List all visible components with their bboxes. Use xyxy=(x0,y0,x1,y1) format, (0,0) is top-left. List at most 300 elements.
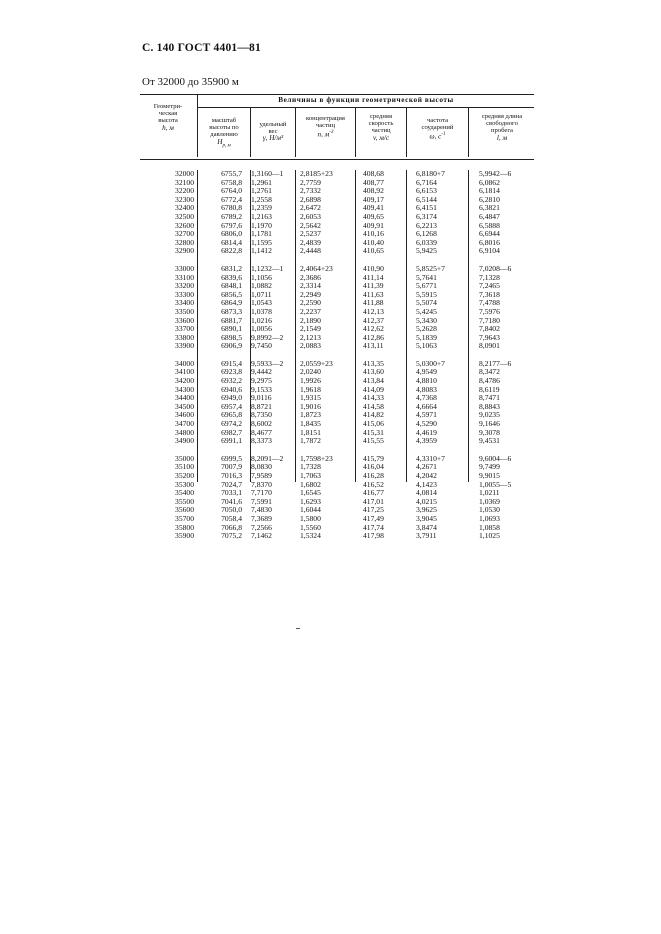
table-cell: 416,77 xyxy=(363,488,384,498)
table-cell: 33600 xyxy=(175,315,194,325)
table-cell: 417,49 xyxy=(363,513,384,523)
table-cell: 33800 xyxy=(175,332,194,342)
table-cell: 417,01 xyxy=(363,496,384,506)
table-cell: 1,9618 xyxy=(300,384,321,394)
table-cell: 6873,3 xyxy=(221,306,242,316)
table-cell: 8,0830 xyxy=(251,462,272,472)
table-cell: 34300 xyxy=(175,384,194,394)
table-body xyxy=(140,170,534,541)
table-cell: 7,4830 xyxy=(251,505,272,515)
table-cell: 3,7911 xyxy=(416,531,437,541)
table-cell: 2,8185+23 xyxy=(300,169,333,178)
table-cell: 9,5933—2 xyxy=(251,358,284,368)
header-collision-frequency: частота соударений ω, $с^{-1}$ xyxy=(421,117,454,141)
table-cell: 35600 xyxy=(175,505,194,515)
table-cell: 4,1423 xyxy=(416,479,437,489)
table-cell: 415,55 xyxy=(363,436,384,446)
table-cell: 4,2042 xyxy=(416,471,437,480)
table-cell: 2,0240 xyxy=(300,367,321,377)
table-cell: 2,1213 xyxy=(300,332,321,342)
table-cell: 5,1063 xyxy=(416,341,437,351)
table-cell: 3,9045 xyxy=(416,513,437,523)
table-cell: 7,1328 xyxy=(479,272,500,282)
table-cell: 6982,7 xyxy=(221,427,242,437)
row-group xyxy=(140,170,534,256)
table-cell: 1,9315 xyxy=(300,393,321,403)
table-cell: 6,7164 xyxy=(416,177,437,187)
table-row xyxy=(140,247,534,256)
table-cell: 6957,4 xyxy=(221,401,242,411)
table-cell: 9,2975 xyxy=(251,376,272,386)
header-particle-concentration: концентрация частиц n, $м^{-3}$ xyxy=(306,115,345,139)
header-altitude: Геометри- ческая высота h, м xyxy=(153,103,183,132)
table-cell: 413,60 xyxy=(363,367,384,377)
table-cell: 1,5324 xyxy=(300,531,321,541)
table-cell: 411,63 xyxy=(363,289,384,299)
table-row xyxy=(140,463,534,472)
table-cell: 5,5074 xyxy=(416,298,437,308)
table-cell: 1,0055—5 xyxy=(479,479,512,489)
row-group xyxy=(140,265,534,351)
table-cell: 7007,9 xyxy=(221,462,242,472)
table-row xyxy=(140,187,534,196)
table-cell: 5,7641 xyxy=(416,272,437,282)
table-cell: 6,8016 xyxy=(479,237,500,247)
table-cell: 1,0378 xyxy=(251,306,272,316)
table-cell: 33700 xyxy=(175,324,194,334)
table-cell: 32300 xyxy=(175,194,194,204)
table-cell: 7,2465 xyxy=(479,281,500,291)
table-cell: 1,7063 xyxy=(300,471,321,480)
table-cell: 1,8723 xyxy=(300,410,321,420)
table-cell: 6,1814 xyxy=(479,186,500,196)
table-cell: 409,91 xyxy=(363,220,384,230)
table-cell: 2,1549 xyxy=(300,324,321,334)
table-cell: 8,3373 xyxy=(251,436,272,446)
table-cell: 4,2671 xyxy=(416,462,437,472)
table-cell: 1,5800 xyxy=(300,513,321,523)
table-cell: 9,4531 xyxy=(479,436,500,446)
table-cell: 7,8370 xyxy=(251,479,272,489)
table-cell: 410,16 xyxy=(363,229,384,239)
table-row xyxy=(140,368,534,377)
table-cell: 1,0858 xyxy=(479,522,500,532)
table-row xyxy=(140,282,534,291)
table-cell: 408,92 xyxy=(363,186,384,196)
table-cell: 7,7180 xyxy=(479,315,500,325)
table-row xyxy=(140,222,534,231)
table-cell: 6923,8 xyxy=(221,367,242,377)
table-cell: 413,11 xyxy=(363,341,384,351)
table-cell: 416,28 xyxy=(363,471,384,480)
table-cell: 8,4677 xyxy=(251,427,272,437)
table-cell: 7024,7 xyxy=(221,479,242,489)
table-row xyxy=(140,317,534,326)
table-cell: 35800 xyxy=(175,522,194,532)
table-cell: 1,7598+23 xyxy=(300,453,333,463)
table-row xyxy=(140,239,534,248)
table-cell: 7,9643 xyxy=(479,332,500,342)
table-cell: 4,0215 xyxy=(416,496,437,506)
table-cell: 35000 xyxy=(175,453,194,463)
table-cell: 417,98 xyxy=(363,531,384,541)
table-cell: 1,1232—1 xyxy=(251,263,284,273)
table-cell: 8,8721 xyxy=(251,401,272,411)
table-cell: 34700 xyxy=(175,419,194,429)
table-cell: 2,3686 xyxy=(300,272,321,282)
table-cell: 4,7368 xyxy=(416,393,437,403)
table-cell: 1,0882 xyxy=(251,281,272,291)
table-cell: 7,3689 xyxy=(251,513,272,523)
table-cell: 5,6771 xyxy=(416,281,437,291)
table-cell: 6755,7 xyxy=(221,169,242,178)
table-cell: 4,3959 xyxy=(416,436,437,446)
table-cell: 9,1533 xyxy=(251,384,272,394)
table-cell: 32100 xyxy=(175,177,194,187)
header-specific-weight: удельный вес γ, Н/м³ xyxy=(259,121,287,143)
table-cell: 1,6044 xyxy=(300,505,321,515)
table-cell: 8,0901 xyxy=(479,341,500,351)
table-cell: 6932,2 xyxy=(221,376,242,386)
table-cell: 409,41 xyxy=(363,203,384,213)
table-cell: 1,6545 xyxy=(300,488,321,498)
table-cell: 412,86 xyxy=(363,332,384,342)
table-cell: 7075,2 xyxy=(221,531,242,541)
table-cell: 411,14 xyxy=(363,272,384,282)
table-cell: 6856,5 xyxy=(221,289,242,299)
table-row xyxy=(140,299,534,308)
table-cell: 7,4788 xyxy=(479,298,500,308)
table-cell: 1,2359 xyxy=(251,203,272,213)
table-cell: 6,4151 xyxy=(416,203,437,213)
table-row xyxy=(140,455,534,464)
table-cell: 411,88 xyxy=(363,298,384,308)
table-cell: 409,17 xyxy=(363,194,384,204)
table-row xyxy=(140,515,534,524)
table-cell: 413,35 xyxy=(363,358,384,368)
table-cell: 1,8435 xyxy=(300,419,321,429)
table-cell: 2,4064+23 xyxy=(300,263,333,273)
table-row xyxy=(140,170,534,179)
table-cell: 6974,2 xyxy=(221,419,242,429)
table-row xyxy=(140,291,534,300)
table-cell: 9,1646 xyxy=(479,419,500,429)
table-row xyxy=(140,325,534,334)
table-cell: 7,5991 xyxy=(251,496,272,506)
table-cell: 33500 xyxy=(175,306,194,316)
table-cell: 3,8474 xyxy=(416,522,437,532)
table-cell: 7041,6 xyxy=(221,496,242,506)
table-cell: 1,0211 xyxy=(479,488,500,498)
table-row xyxy=(140,274,534,283)
table-cell: 34800 xyxy=(175,427,194,437)
table-cell: 35400 xyxy=(175,488,194,498)
table-cell: 9,9015 xyxy=(479,471,500,480)
row-group xyxy=(140,360,534,446)
table-cell: 6,5888 xyxy=(479,220,500,230)
table-cell: 6949,0 xyxy=(221,393,242,403)
table-row xyxy=(140,429,534,438)
table-cell: 7,7170 xyxy=(251,488,272,498)
table-cell: 33400 xyxy=(175,298,194,308)
table-cell: 415,79 xyxy=(363,453,384,463)
table-cell: 8,8843 xyxy=(479,401,500,411)
table-cell: 1,2163 xyxy=(251,211,272,221)
table-header xyxy=(140,95,534,157)
table-cell: 1,1970 xyxy=(251,220,272,230)
altitude-range-title: От 32000 до 35900 м xyxy=(142,76,239,88)
table-cell: 9,4442 xyxy=(251,367,272,377)
table-cell: 6,5144 xyxy=(416,194,437,204)
table-cell: 2,4839 xyxy=(300,237,321,247)
table-cell: 410,40 xyxy=(363,237,384,247)
table-cell: 2,7759 xyxy=(300,177,321,187)
table-row xyxy=(140,213,534,222)
table-cell: 409,65 xyxy=(363,211,384,221)
table-cell: 6,0862 xyxy=(479,177,500,187)
table-row xyxy=(140,308,534,317)
table-cell: 7058,4 xyxy=(221,513,242,523)
table-cell: 1,2961 xyxy=(251,177,272,187)
table-cell: 3,9625 xyxy=(416,505,437,515)
table-cell: 7,5976 xyxy=(479,306,500,316)
table-cell: 1,0530 xyxy=(479,505,500,515)
table-cell: 32700 xyxy=(175,229,194,239)
table-cell: 6,3821 xyxy=(479,203,500,213)
table-cell: 4,3310+7 xyxy=(416,453,445,463)
table-cell: 6772,4 xyxy=(221,194,242,204)
table-cell: 1,7328 xyxy=(300,462,321,472)
table-cell: 34600 xyxy=(175,410,194,420)
table-cell: 417,25 xyxy=(363,505,384,515)
table-row xyxy=(140,179,534,188)
table-cell: 6915,4 xyxy=(221,358,242,368)
table-cell: 7,0208—6 xyxy=(479,263,512,273)
table-cell: 4,0814 xyxy=(416,488,437,498)
table-cell: 8,2177—6 xyxy=(479,358,512,368)
table-cell: 9,0235 xyxy=(479,410,500,420)
table-cell: 7,2566 xyxy=(251,522,272,532)
table-row xyxy=(140,265,534,274)
table-cell: 6797,6 xyxy=(221,220,242,230)
table-row xyxy=(140,437,534,446)
table-row xyxy=(140,334,534,343)
table-cell: 34500 xyxy=(175,401,194,411)
table-cell: 6864,9 xyxy=(221,298,242,308)
table-cell: 1,1025 xyxy=(479,531,500,541)
table-cell: 416,04 xyxy=(363,462,384,472)
table-cell: 7,1462 xyxy=(251,531,272,541)
table-cell: 1,8151 xyxy=(300,427,321,437)
table-cell: 7033,1 xyxy=(221,488,242,498)
table-cell: 414,09 xyxy=(363,384,384,394)
table-cell: 32800 xyxy=(175,237,194,247)
table-cell: 414,33 xyxy=(363,393,384,403)
table-cell: 34900 xyxy=(175,436,194,446)
table-row xyxy=(140,472,534,481)
table-cell: 6991,1 xyxy=(221,436,242,446)
table-cell: 2,2590 xyxy=(300,298,321,308)
table-cell: 1,0056 xyxy=(251,324,272,334)
table-cell: 412,37 xyxy=(363,315,384,325)
table-cell: 5,9425 xyxy=(416,246,437,256)
table-cell: 6831,2 xyxy=(221,263,242,273)
table-cell: 2,2949 xyxy=(300,289,321,299)
table-cell: 1,2761 xyxy=(251,186,272,196)
table-row xyxy=(140,420,534,429)
table-cell: 35300 xyxy=(175,479,194,489)
table-cell: 8,6119 xyxy=(479,384,500,394)
table-cell: 6890,1 xyxy=(221,324,242,334)
table-cell: 2,1890 xyxy=(300,315,321,325)
table-cell: 8,4786 xyxy=(479,376,500,386)
table-cell: 408,68 xyxy=(363,169,384,178)
table-cell: 2,6898 xyxy=(300,194,321,204)
atmosphere-table xyxy=(140,94,534,550)
table-cell: 1,9926 xyxy=(300,376,321,386)
table-cell: 1,9016 xyxy=(300,401,321,411)
table-cell: 1,6802 xyxy=(300,479,321,489)
header-pressure-scale-height: масштаб высоты по давлению $H_{р, м}$ xyxy=(209,117,239,149)
table-cell: 417,74 xyxy=(363,522,384,532)
table-row xyxy=(140,506,534,515)
header-mean-free-path: средняя длина свободного пробега l, м xyxy=(481,113,523,142)
table-cell: 4,6664 xyxy=(416,401,437,411)
table-cell: 6881,7 xyxy=(221,315,242,325)
table-cell: 5,0300+7 xyxy=(416,358,445,368)
table-cell: 5,5915 xyxy=(416,289,437,299)
table-cell: 1,1595 xyxy=(251,237,272,247)
table-cell: 6,3174 xyxy=(416,211,437,221)
table-cell: 7,3618 xyxy=(479,289,500,299)
table-cell: 414,82 xyxy=(363,410,384,420)
table-cell: 5,3430 xyxy=(416,315,437,325)
table-row xyxy=(140,481,534,490)
table-cell: 4,8083 xyxy=(416,384,437,394)
table-cell: 7,9589 xyxy=(251,471,272,480)
table-cell: 6780,8 xyxy=(221,203,242,213)
table-cell: 32900 xyxy=(175,246,194,256)
table-cell: 412,62 xyxy=(363,324,384,334)
table-cell: 6,8180+7 xyxy=(416,169,445,178)
table-cell: 1,0693 xyxy=(479,513,500,523)
table-cell: 6822,8 xyxy=(221,246,242,256)
table-cell: 34200 xyxy=(175,376,194,386)
table-cell: 8,2091—2 xyxy=(251,453,284,463)
table-cell: 6,6944 xyxy=(479,229,500,239)
table-cell: 7016,3 xyxy=(221,471,242,480)
table-cell: 33100 xyxy=(175,272,194,282)
table-cell: 32500 xyxy=(175,211,194,221)
table-cell: 2,0883 xyxy=(300,341,321,351)
table-cell: 415,31 xyxy=(363,427,384,437)
table-cell: 8,7350 xyxy=(251,410,272,420)
row-group xyxy=(140,455,534,541)
table-cell: 6806,0 xyxy=(221,229,242,239)
header-mean-particle-speed: средняя скорость частиц v, м/с xyxy=(368,113,394,142)
table-cell: 32600 xyxy=(175,220,194,230)
table-cell: 9,8992—2 xyxy=(251,332,284,342)
table-cell: 33000 xyxy=(175,263,194,273)
table-cell: 5,4245 xyxy=(416,306,437,316)
table-cell: 415,06 xyxy=(363,419,384,429)
table-cell: 33300 xyxy=(175,289,194,299)
table-cell: 32400 xyxy=(175,203,194,213)
table-cell: 1,0711 xyxy=(251,289,272,299)
table-cell: 8,3472 xyxy=(479,367,500,377)
table-cell: 1,0216 xyxy=(251,315,272,325)
table-cell: 6814,4 xyxy=(221,237,242,247)
table-cell: 6,9104 xyxy=(479,246,500,256)
table-cell: 413,84 xyxy=(363,376,384,386)
table-cell: 6,1268 xyxy=(416,229,437,239)
table-cell: 9,3078 xyxy=(479,427,500,437)
table-cell: 2,2237 xyxy=(300,306,321,316)
table-cell: 2,4448 xyxy=(300,246,321,256)
table-cell: 2,7332 xyxy=(300,186,321,196)
table-cell: 6940,6 xyxy=(221,384,242,394)
table-row xyxy=(140,204,534,213)
table-cell: 34100 xyxy=(175,367,194,377)
table-cell: 6,2213 xyxy=(416,220,437,230)
table-cell: 6764,0 xyxy=(221,186,242,196)
table-row xyxy=(140,386,534,395)
table-row xyxy=(140,394,534,403)
table-cell: 7,8402 xyxy=(479,324,500,334)
table-cell: 1,5560 xyxy=(300,522,321,532)
table-cell: 35900 xyxy=(175,531,194,541)
table-cell: 4,9549 xyxy=(416,367,437,377)
table-cell: 1,0543 xyxy=(251,298,272,308)
table-row xyxy=(140,360,534,369)
table-row xyxy=(140,403,534,412)
table-cell: 5,1839 xyxy=(416,332,437,342)
table-cell: 9,7499 xyxy=(479,462,500,472)
table-cell: 6848,1 xyxy=(221,281,242,291)
table-cell: 1,0369 xyxy=(479,496,500,506)
table-row xyxy=(140,196,534,205)
table-cell: 6,6153 xyxy=(416,186,437,196)
table-cell: 1,1781 xyxy=(251,229,272,239)
table-cell: 1,1412 xyxy=(251,246,272,256)
table-cell: 5,8525+7 xyxy=(416,263,445,273)
span-header-rule xyxy=(198,107,534,108)
table-cell: 6758,8 xyxy=(221,177,242,187)
table-cell: 9,7450 xyxy=(251,341,272,351)
table-row xyxy=(140,489,534,498)
table-cell: 35500 xyxy=(175,496,194,506)
header-bottom-rule xyxy=(140,159,534,160)
table-cell: 5,9942—6 xyxy=(479,169,512,178)
table-cell: 6965,8 xyxy=(221,410,242,420)
table-cell: 2,0559+23 xyxy=(300,358,333,368)
table-cell: 6898,5 xyxy=(221,332,242,342)
table-cell: 1,1056 xyxy=(251,272,272,282)
table-cell: 1,7872 xyxy=(300,436,321,446)
table-cell: 416,52 xyxy=(363,479,384,489)
table-cell: 7050,0 xyxy=(221,505,242,515)
table-cell: 2,3314 xyxy=(300,281,321,291)
table-cell: 6,0339 xyxy=(416,237,437,247)
table-row xyxy=(140,498,534,507)
table-cell: 2,6053 xyxy=(300,211,321,221)
table-cell: 4,5971 xyxy=(416,410,437,420)
table-cell: 35100 xyxy=(175,462,194,472)
table-cell: 32200 xyxy=(175,186,194,196)
table-cell: 6999,5 xyxy=(221,453,242,463)
table-cell: 1,6293 xyxy=(300,496,321,506)
table-cell: 33200 xyxy=(175,281,194,291)
